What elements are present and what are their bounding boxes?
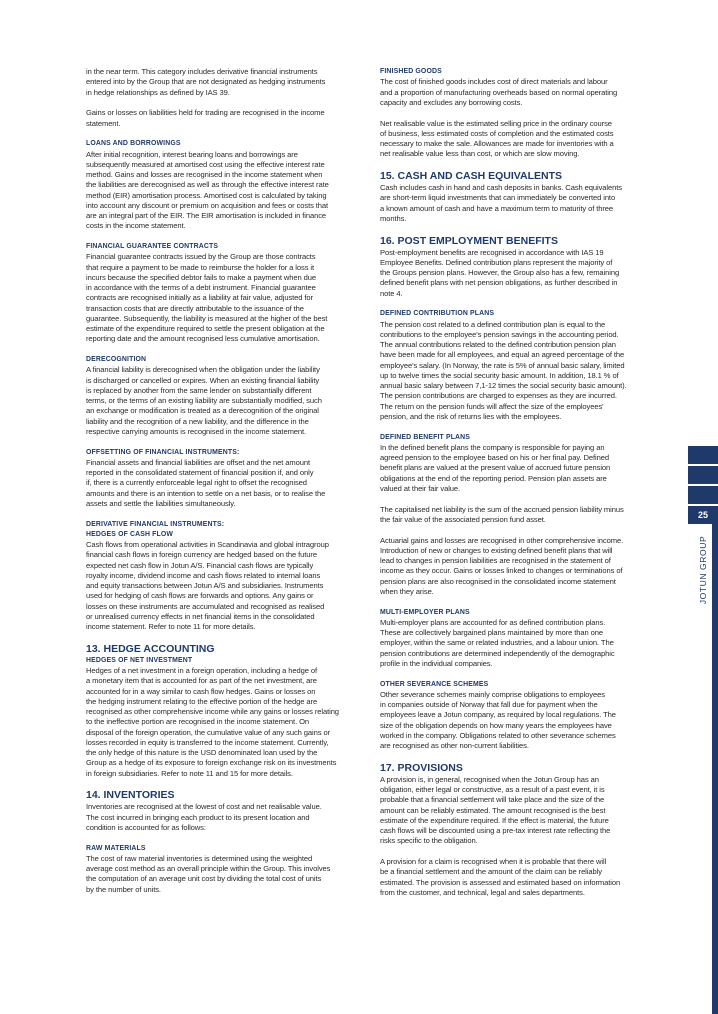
finished-goods-heading: FINISHED GOODS — [380, 68, 442, 75]
actuarial-paragraph: Actuarial gains and losses are recognised in other comprehensive income. Introduction of new or changes to existing defined benefit plans that will lead to changes in pension liabilities are recognised in the statement of income as they occur. Gains or losses linked to changes or terminations of pension plans are also recognised in the consolidated income statement when they arise. — [380, 535, 624, 596]
cash-title: 15. CASH AND CASH EQUIVALENTS — [380, 170, 563, 182]
derecognition-heading: DERECOGNITION — [86, 356, 147, 363]
offsetting-paragraph: Financial assets and financial liabilities are offset and the net amount reported in the consolidated statement of financial position if, and only if, there is a currently enforceable legal right to offset the recognised amounts and there is an intention to settle on a net basis, or to realise the assets and settle the liabilities simultaneously. — [86, 457, 326, 508]
defined-benefit-heading: DEFINED BENEFIT PLANS — [380, 433, 471, 441]
hedge-accounting-title: 13. HEDGE ACCOUNTING — [86, 642, 215, 655]
cashflow-heading: HEDGES OF CASH FLOW — [86, 530, 174, 538]
guarantee-paragraph: Financial guarantee contracts issued by the Group are those contracts that require a payment to be made to reimburse the holder for a loss it incurs because the specified debtor fails to make a payment when due in accordance with the terms of a debt instrument. Financial guarantee contracts are recognised initially as a liability at fair value, adjusted for transaction costs that are directly attributable to the issuance of the guarantee. Subsequently, the liability is measured at the higher of the best estimate of the expenditure required to settle the present obligation at the reporting date and the amount recognised less cumulative amortisation. — [86, 252, 328, 344]
raw-materials-heading: RAW MATERIALS — [86, 844, 146, 852]
net-investment-heading: HEDGES OF NET INVESTMENT — [86, 656, 193, 664]
severance-paragraph: Other severance schemes mainly comprise obligations to employees in companies outside of Norway that fall due for payment when the employees leave a Jotun company, as required by local regulations. The size of the obligation depends on how many years the employees have worked in the company. Obligations related to other severance schemes are recognised as other non-current liabilities. — [380, 689, 616, 750]
finished-goods-paragraph: The cost of finished goods includes cost of direct materials and labour and a proportion of manufacturing overheads based on normal operating capacity and excludes any borrowing costs. — [380, 77, 618, 107]
loans-paragraph: After initial recognition, interest bearing loans and borrowings are subsequently measured at amortised cost using the effective interest rate method. Gains and losses are recognised in the income statement when the liabilities are derecognised as well as through the effective interest rate method (EIR) amortisation process. Amortised cost is calculated by taking into account any discount or premium on acquisition and fees or costs that are an integral part of the EIR. The EIR amortisation is included in finance costs in the income statement. — [86, 149, 329, 231]
inventories-paragraph: Inventories are recognised at the lowest of cost and net realisable value. The cost incurred in bringing each product to its present location and condition is accounted for as follows: — [86, 802, 322, 832]
brand-label — [688, 530, 718, 610]
derivative-heading: DERIVATIVE FINANCIAL INSTRUMENTS: — [86, 520, 225, 528]
multi-employer-heading: MULTI-EMPLOYER PLANS — [380, 608, 470, 616]
post-employment-title: 16. POST EMPLOYMENT BENEFITS — [380, 234, 558, 247]
margin-tab-2 — [688, 466, 718, 484]
provisions-paragraph: A provision is, in general, recognised when the Jotun Group has an obligation, either legal or constructive, as a result of a past event, it is probable that a financial settlement will take place and the size of the amount can be reliably estimated. The amount recognised is the best estimate of the expenditure required. If the effect is material, the future cash flows will be discounted using a pre-tax interest rate reflecting the risks specific to the obligation. — [380, 774, 611, 846]
loans-heading: LOANS AND BORROWINGS — [86, 140, 181, 148]
defined-contribution-heading: DEFINED CONTRIBUTION PLANS — [380, 310, 495, 318]
inventories-title: 14. INVENTORIES — [86, 789, 175, 802]
net-investment-paragraph: Hedges of a net investment in a foreign operation, including a hedge of a monetary item that is accounted for as part of the net investment, are accounted for in a way similar to cash flow hedges. Gains or losses on the hedging instrument relating to the effective portion of the hedge are recognised as other comprehensive income while any gains or losses relating to the ineffective portion are recognised in the income statement. On disposal of the foreign operation, the cumulative value of any such gains or losses recorded in equity is transferred to the income statement. Currently, the only hedge of this nature is the USD denominated loan used by the Group as a hedge of its exposure to foreign exchange risk on its investments in foreign subsidiaries. Refer to note 11 and 15 for more details. — [86, 666, 339, 778]
multi-employer-paragraph: Multi-employer plans are accounted for as defined contribution plans. These are collectively bargained plans maintained by more than one employer, within the same or related industries, and a labour union. The pension contributions are determined independently of the demographic profile in the individual companies. — [380, 617, 615, 668]
cashflow-paragraph: Cash flows from operational activities in Scandinavia and global intragroup financial cash flows in foreign currency are hedged based on the future expected net cash flow in Jotun A/S. Financial cash flows are typically royalty income, dividend income and cash flows related to internal loans and equity transactions between Jotun A/S and subsidiaries. Instruments used for hedging of cash flows are forwards and options. Any gains or losses on these instruments are accumulated and recognised as realised or unrealised currency effects in net financial items in the consolidated income statement. Refer to note 11 for more details. — [86, 540, 329, 631]
offsetting-heading: OFFSETTING OF FINANCIAL INSTRUMENTS: — [86, 448, 240, 456]
defined-benefit-paragraph: In the defined benefit plans the company is responsible for paying an agreed pension to the employee based on his or her final pay. Defined benefit plans are valued at the present value of accrued future pension obligations at the end of the reporting period. Pension plan assets are valued at their fair value. — [380, 442, 611, 493]
cash-paragraph: Cash includes cash in hand and cash deposits in banks. Cash equivalents are short-term liquid investments that can immediately be converted into a known amount of cash and have a maximum term to maturity of three months. — [380, 183, 622, 223]
intro-paragraph: in the near term. This category includes derivative financial instruments entered into by the Group that are not designated as hedging instruments in hedge relationships as defined by IAS 39. — [86, 67, 326, 97]
provisions-title: 17. PROVISIONS — [380, 761, 463, 774]
post-employment-paragraph: Post-employment benefits are recognised in accordance with IAS 19 Employee Benefits. Defined contribution plans represent the majority of the Groups pension plans. However, the Group also has a few, remaining defined benefit plans with net pension obligations, as further described in note 4. — [380, 247, 620, 298]
raw-materials-paragraph: The cost of raw material inventories is determined using the weighted average cost method as an overall principle within the Group. This involves the computation of an average unit cost by dividing the total cost of units by the number of units. — [86, 853, 331, 894]
page-number: 25 — [697, 510, 708, 520]
derecognition-paragraph: A financial liability is derecognised when the obligation under the liability is discharged or cancelled or expires. When an existing financial liability is replaced by another from the same lender on substantially different terms, or the terms of an existing liability are substantially modified, such an exchange or modification is treated as a derecognition of the original liability and the recognition of a new liability, and the difference in the respective carrying amounts is recognised in the income statement. — [86, 365, 322, 436]
trading-gains-paragraph: Gains or losses on liabilities held for trading are recognised in the income statement. — [86, 108, 325, 128]
defined-contribution-paragraph: The pension cost related to a defined contribution plan is equal to the contributions to the employee's pension savings in the accounting period. The annual contributions related to the defined contribution pension plan have been made for all employees, and equal an agreed percentage of the employee's salary. (In Norway, the rate is 5% of annual basic salary, limited up to twelve times the social security basic amount. In addition, 18.1 % of annual basic salary between 7,1-12 times the social security basic amount). The pension contributions are charged to expenses as they are incurred. The return on the pension funds will affect the size of the employees' pension, and the risk of returns lies with the employees. — [380, 319, 627, 421]
left-column — [86, 67, 358, 895]
brand-text: JOTUN GROUP — [698, 535, 708, 605]
claim-provision-paragraph: A provision for a claim is recognised when it is probable that there will be a financial settlement and the amount of the claim can be reliably estimated. The provision is assessed and estimated based on information from the customer, and technical, legal and sales departments. — [380, 857, 621, 897]
guarantee-heading: FINANCIAL GUARANTEE CONTRACTS — [86, 243, 219, 250]
net-realisable-paragraph: Net realisable value is the estimated selling price in the ordinary course of business, less estimated costs of completion and the estimated costs necessary to make the sale. Allowances are made for inventories with a net realisable value less than cost, or which are slow moving. — [380, 118, 614, 159]
capitalised-liability-paragraph: The capitalised net liability is the sum of the accrued pension liability minus the fair value of the associated pension fund asset. — [380, 504, 624, 524]
right-column — [380, 67, 652, 898]
margin-tab-1 — [688, 446, 718, 464]
margin-tab-3 — [688, 486, 718, 504]
severance-heading: OTHER SEVERANCE SCHEMES — [380, 680, 489, 688]
